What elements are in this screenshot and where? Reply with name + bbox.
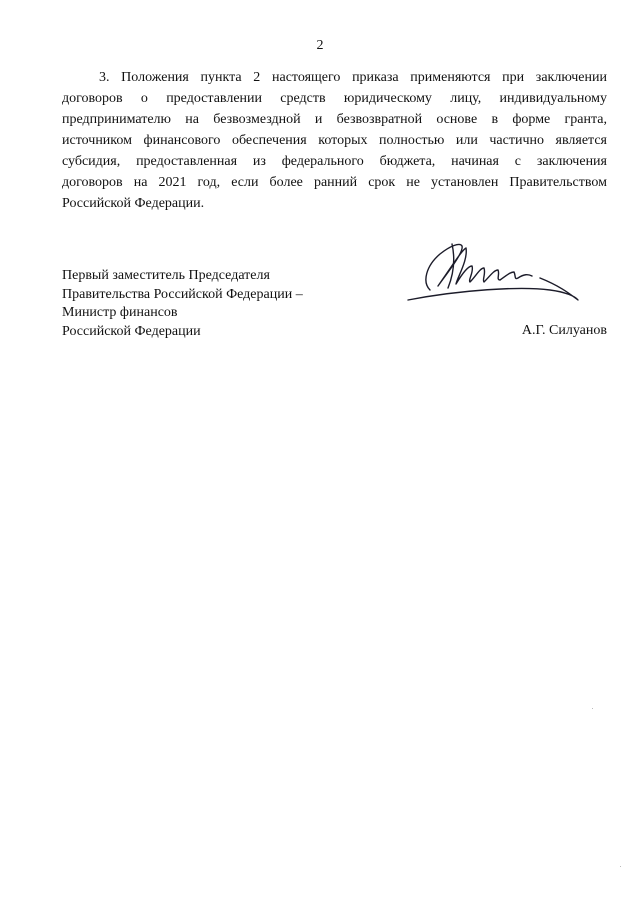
signatory-title-block [62, 267, 303, 341]
signature-stroke [448, 244, 454, 288]
paragraph-line: источником финансового обеспечения которых полностью или частично является [62, 133, 607, 148]
paragraph-line: договоров о предоставлении средств юридическому лицу, индивидуальному [62, 91, 607, 106]
signatory-title-line: Российской Федерации [62, 323, 201, 339]
signer-name: А.Г. Силуанов [521, 323, 607, 338]
paragraph-line: 3. Положения пункта 2 настоящего приказа применяются при заключении [99, 70, 607, 85]
handwritten-signature [400, 232, 585, 312]
scan-speck [620, 866, 621, 867]
signature-stroke [426, 244, 532, 290]
paragraph-line: Российской Федерации. [62, 196, 205, 211]
signatory-title-line: Министр финансов [62, 305, 178, 320]
paragraph-line: договоров на 2021 год, если более ранний срок не установлен Правительством [62, 175, 607, 190]
paragraph-line: предпринимателю на безвозмездной и безвозвратной основе в форме гранта, [62, 112, 607, 127]
scan-speck [592, 708, 593, 709]
signatory-title-line: Первый заместитель Председателя [62, 268, 270, 283]
body-paragraph [62, 67, 607, 214]
page-number: 2 [316, 38, 324, 53]
signatory-title-line: Правительства Российской Федерации – [62, 286, 303, 302]
signature-stroke [408, 278, 578, 300]
paragraph-line: субсидия, предоставленная из федерального бюджета, начиная с заключения [62, 154, 607, 169]
